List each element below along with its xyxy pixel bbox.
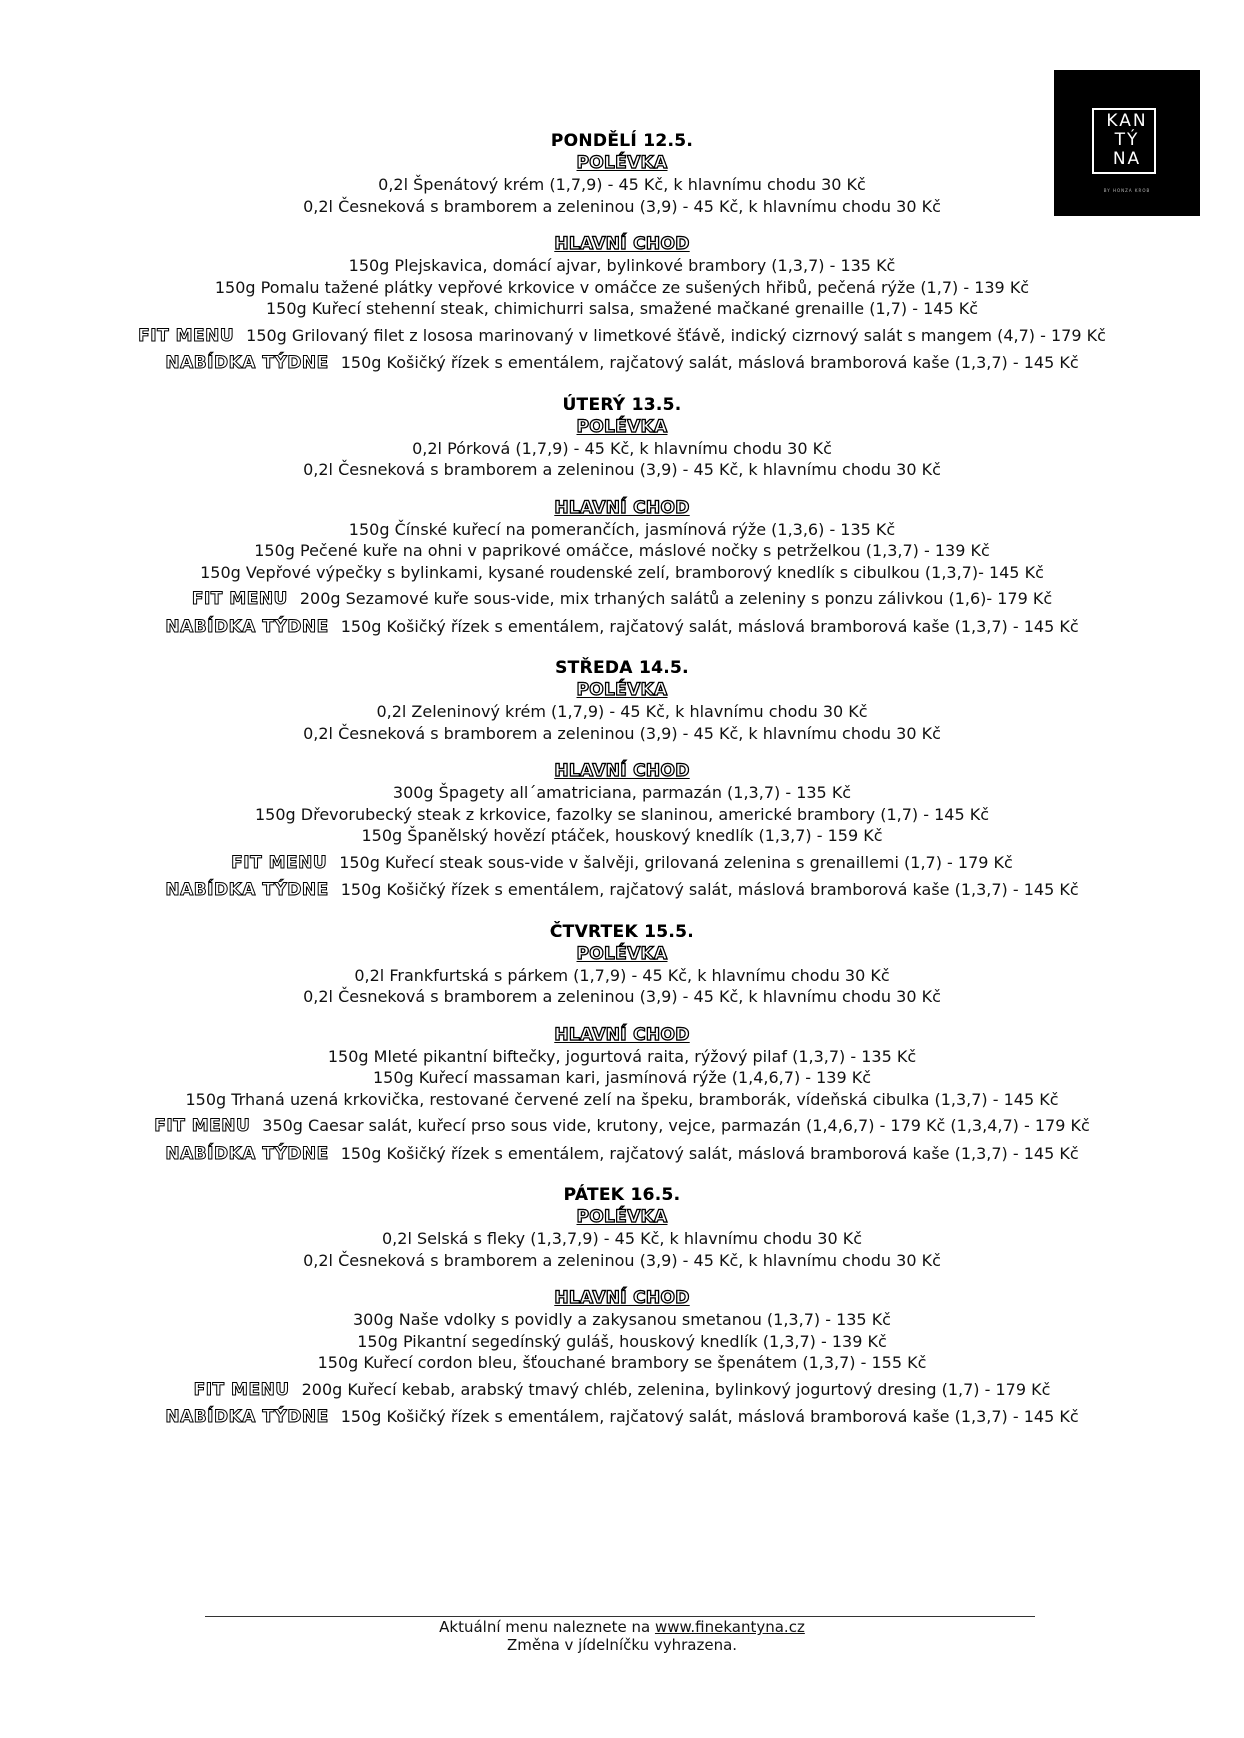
day-section — [0, 657, 1244, 902]
soup-item: 0,2l Špenátový krém (1,7,9) - 45 Kč, k hlavnímu chodu 30 Kč — [378, 175, 866, 194]
day-title: ČTVRTEK 15.5. — [549, 921, 695, 942]
fit-menu-row — [0, 1379, 1244, 1402]
weekly-offer-row — [0, 1406, 1244, 1429]
main-course-item: 150g Plejskavica, domácí ajvar, bylinkové brambory (1,3,7) - 135 Kč — [348, 256, 896, 275]
soup-heading: POLÉVKA — [576, 153, 668, 173]
main-course-item: 150g Kuřecí cordon bleu, šťouchané brambory se špenátem (1,3,7) - 155 Kč — [317, 1353, 927, 1372]
weekly-offer-item: 150g Košičký řízek s ementálem, rajčatový salát, máslová bramborová kaše (1,3,7) - 145 Kč — [340, 353, 1079, 372]
fit-menu-item: 150g Kuřecí steak sous-vide v šalvěji, grilovaná zelenina s grenaillemi (1,7) - 179 Kč — [339, 852, 1013, 872]
website-link[interactable]: www.finekantyna.cz — [654, 1618, 805, 1636]
logo-line-2: TÝ — [1114, 130, 1140, 150]
weekly-offer-row — [0, 616, 1244, 639]
fit-menu-row — [0, 325, 1244, 348]
weekly-offer-item: 150g Košičký řízek s ementálem, rajčatový salát, máslová bramborová kaše (1,3,7) - 145 Kč — [340, 1407, 1079, 1426]
main-course-item: 150g Trhaná uzená krkovička, restované červené zelí na špeku, bramborák, vídeňská cibulka (1,3,7) - 145 Kč — [185, 1089, 1059, 1109]
footer-text: Aktuální menu naleznete na — [439, 1618, 655, 1636]
day-section — [0, 921, 1244, 1166]
fit-menu-item: 200g Sezamové kuře sous-vide, mix trhaných salátů a zeleniny s ponzu zálivkou (1,6)- 179 Kč — [299, 589, 1053, 608]
day-title: PONDĚLÍ 12.5. — [550, 131, 694, 151]
main-course-item: 150g Mleté pikantní biftečky, jogurtová raita, rýžový pilaf (1,3,7) - 135 Kč — [327, 1046, 917, 1066]
weekly-offer-item: 150g Košičký řízek s ementálem, rajčatový salát, máslová bramborová kaše (1,3,7) - 145 Kč — [340, 880, 1079, 899]
soup-heading: POLÉVKA — [576, 1207, 668, 1227]
weekly-offer-label: NABÍDKA TÝDNE — [165, 1143, 329, 1164]
fit-menu-label: FIT MENU — [193, 1379, 290, 1400]
soup-item: 0,2l Česneková s bramborem a zeleninou (3,9) - 45 Kč, k hlavnímu chodu 30 Kč — [303, 723, 941, 743]
soup-item: 0,2l Frankfurtská s párkem (1,7,9) - 45 Kč, k hlavnímu chodu 30 Kč — [354, 965, 890, 985]
day-section — [0, 394, 1244, 639]
day-section — [0, 130, 1244, 375]
main-course-item: 150g Čínské kuřecí na pomerančích, jasmínová rýže (1,3,6) - 135 Kč — [348, 519, 896, 539]
day-title: PÁTEK 16.5. — [563, 1185, 681, 1205]
fit-menu-row — [0, 1115, 1244, 1138]
footer-line-1 — [0, 1618, 1244, 1636]
main-course-heading: HLAVNÍ CHOD — [554, 497, 690, 518]
footer — [0, 1618, 1244, 1654]
soup-item: 0,2l Zeleninový krém (1,7,9) - 45 Kč, k hlavnímu chodu 30 Kč — [376, 702, 868, 721]
fit-menu-label: FIT MENU — [138, 325, 235, 346]
main-course-item: 150g Španělský hovězí ptáček, houskový knedlík (1,3,7) - 159 Kč — [361, 826, 883, 845]
soup-item: 0,2l Pórková (1,7,9) - 45 Kč, k hlavnímu chodu 30 Kč — [412, 438, 832, 458]
main-course-item: 150g Dřevorubecký steak z krkovice, fazolky se slaninou, americké brambory (1,7) - 145 Kč — [254, 804, 989, 824]
weekly-menu — [0, 130, 1244, 1429]
weekly-offer-label: NABÍDKA TÝDNE — [165, 616, 329, 637]
main-course-item: 150g Pikantní segedínský guláš, houskový knedlík (1,3,7) - 139 Kč — [357, 1331, 887, 1351]
weekly-offer-row — [0, 879, 1244, 902]
weekly-offer-item: 150g Košičký řízek s ementálem, rajčatový salát, máslová bramborová kaše (1,3,7) - 145 Kč — [340, 1143, 1079, 1163]
soup-item: 0,2l Česneková s bramborem a zeleninou (3,9) - 45 Kč, k hlavnímu chodu 30 Kč — [303, 1250, 941, 1270]
fit-menu-item: 350g Caesar salát, kuřecí prso sous vide, krutony, vejce, parmazán (1,4,6,7) - 179 Kč (1,3,4,7) - 179 Kč — [262, 1116, 1090, 1135]
main-course-item: 300g Špagety all´amatriciana, parmazán (1,3,7) - 135 Kč — [392, 783, 852, 802]
footer-line-2: Změna v jídelníčku vyhrazena. — [506, 1636, 738, 1654]
main-course-item: 150g Pečené kuře na ohni v paprikové omáčce, máslové nočky s petrželkou (1,3,7) - 139 Kč — [254, 541, 990, 560]
weekly-offer-label: NABÍDKA TÝDNE — [165, 880, 329, 900]
fit-menu-label: FIT MENU — [191, 589, 288, 609]
main-course-heading: HLAVNÍ CHOD — [554, 1288, 690, 1308]
main-course-item: 150g Kuřecí stehenní steak, chimichurri salsa, smažené mačkané grenaille (1,7) - 145 Kč — [265, 299, 979, 318]
fit-menu-label: FIT MENU — [154, 1116, 251, 1136]
soup-heading: POLÉVKA — [576, 943, 668, 964]
day-title: STŘEDA 14.5. — [555, 658, 689, 678]
soup-heading: POLÉVKA — [576, 680, 668, 700]
fit-menu-row — [0, 852, 1244, 875]
weekly-offer-label: NABÍDKA TÝDNE — [165, 1407, 329, 1427]
logo-line-1: KAN — [1106, 111, 1148, 131]
fit-menu-row — [0, 588, 1244, 611]
weekly-offer-label: NABÍDKA TÝDNE — [165, 353, 329, 373]
soup-item: 0,2l Česneková s bramborem a zeleninou (3,9) - 45 Kč, k hlavnímu chodu 30 Kč — [303, 460, 941, 479]
logo-line-3: NA — [1112, 149, 1142, 169]
fit-menu-item: 200g Kuřecí kebab, arabský tmavý chléb, zelenina, bylinkový jogurtový dresing (1,7) - 179 Kč — [301, 1379, 1051, 1399]
logo-byline: BY HONZA KROB — [1103, 188, 1151, 193]
weekly-offer-item: 150g Košičký řízek s ementálem, rajčatový salát, máslová bramborová kaše (1,3,7) - 145 Kč — [340, 616, 1079, 636]
soup-item: 0,2l Selská s fleky (1,3,7,9) - 45 Kč, k hlavnímu chodu 30 Kč — [382, 1229, 862, 1248]
day-section — [0, 1184, 1244, 1429]
soup-item: 0,2l Česneková s bramborem a zeleninou (3,9) - 45 Kč, k hlavnímu chodu 30 Kč — [303, 987, 941, 1006]
main-course-item: 300g Naše vdolky s povidly a zakysanou smetanou (1,3,7) - 135 Kč — [353, 1310, 891, 1329]
main-course-item: 150g Kuřecí massaman kari, jasmínová rýže (1,4,6,7) - 139 Kč — [372, 1068, 872, 1087]
footer-divider — [205, 1616, 1035, 1617]
day-title: ÚTERÝ 13.5. — [562, 394, 682, 415]
main-course-item: 150g Vepřové výpečky s bylinkami, kysané roudenské zelí, bramborový knedlík s cibulkou (1,3,7)- 145 Kč — [200, 562, 1044, 582]
fit-menu-item: 150g Grilovaný filet z lososa marinovaný v limetkové šťávě, indický cizrnový salát s mangem (4,7) - 179 Kč — [246, 325, 1106, 345]
main-course-heading: HLAVNÍ CHOD — [554, 1024, 690, 1045]
main-course-heading: HLAVNÍ CHOD — [554, 234, 690, 254]
fit-menu-label: FIT MENU — [231, 852, 328, 873]
main-course-item: 150g Pomalu tažené plátky vepřové krkovice v omáčce ze sušených hřibů, pečená rýže (1,7) - 139 Kč — [214, 277, 1030, 297]
soup-item: 0,2l Česneková s bramborem a zeleninou (3,9) - 45 Kč, k hlavnímu chodu 30 Kč — [303, 196, 941, 216]
soup-heading: POLÉVKA — [576, 416, 668, 437]
main-course-heading: HLAVNÍ CHOD — [554, 761, 690, 781]
weekly-offer-row — [0, 1143, 1244, 1166]
weekly-offer-row — [0, 352, 1244, 375]
